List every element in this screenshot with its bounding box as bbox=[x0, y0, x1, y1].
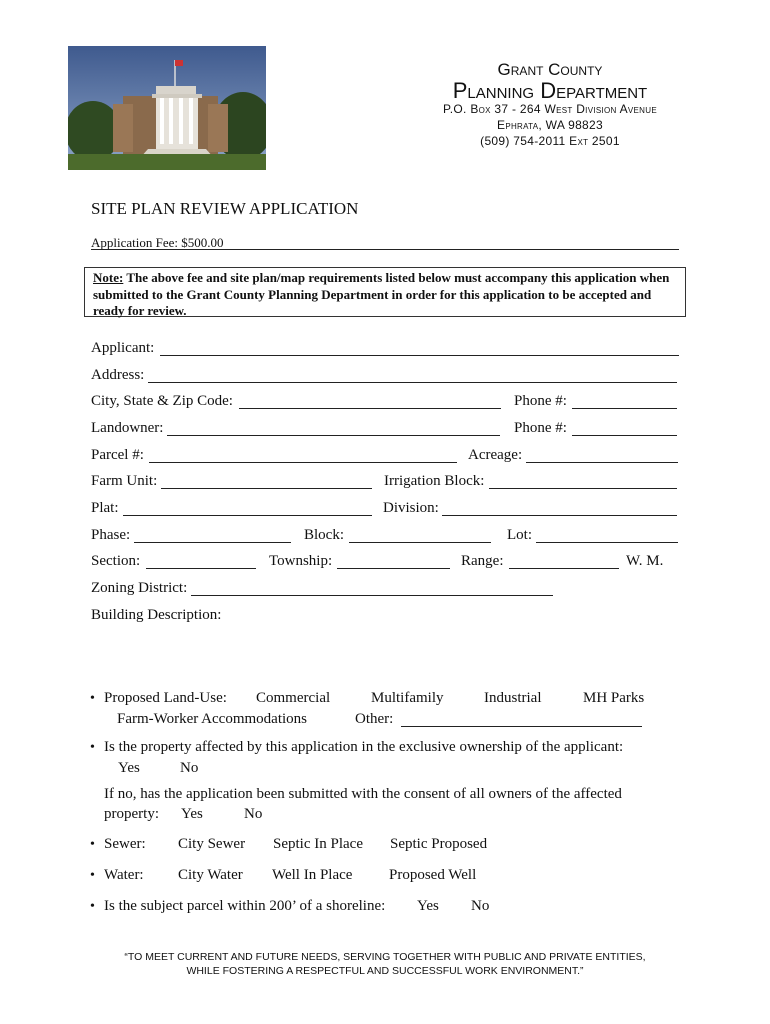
land-use-label: Proposed Land-Use: bbox=[104, 690, 227, 706]
acreage-field[interactable] bbox=[526, 462, 678, 463]
water-well-in-place[interactable]: Well In Place bbox=[272, 867, 353, 883]
consent-question-line1: If no, has the application been submitted with the consent of all owners of the affected bbox=[104, 786, 622, 802]
bullet-icon: • bbox=[90, 868, 95, 883]
consent-question-line2: property: bbox=[104, 806, 159, 822]
zoning-district-label: Zoning District: bbox=[91, 580, 188, 596]
farm-unit-field[interactable] bbox=[161, 488, 372, 489]
section-field[interactable] bbox=[146, 568, 256, 569]
farm-unit-label: Farm Unit: bbox=[91, 473, 158, 489]
block-field[interactable] bbox=[349, 542, 491, 543]
note-text: The above fee and site plan/map requirements listed below must accompany this application when submitted to the Grant County Planning Department in order for this application to be accepted and ready for review. bbox=[93, 270, 670, 318]
page-title: SITE PLAN REVIEW APPLICATION bbox=[91, 199, 359, 218]
irrigation-block-field[interactable] bbox=[489, 488, 677, 489]
land-use-farm-worker[interactable]: Farm-Worker Accommodations bbox=[117, 711, 307, 727]
application-fee: Application Fee: $500.00 bbox=[91, 235, 224, 250]
ownership-question: Is the property affected by this application in the exclusive ownership of the applicant: bbox=[104, 739, 624, 755]
township-label: Township: bbox=[269, 553, 333, 569]
shoreline-question: Is the subject parcel within 200’ of a shoreline: bbox=[104, 898, 386, 914]
land-use-industrial[interactable]: Industrial bbox=[484, 690, 542, 706]
plat-field[interactable] bbox=[123, 515, 372, 516]
bullet-icon: • bbox=[90, 837, 95, 852]
water-proposed-well[interactable]: Proposed Well bbox=[389, 867, 477, 883]
address-label: Address: bbox=[91, 367, 145, 383]
building-description-field[interactable] bbox=[91, 626, 679, 680]
sewer-septic-in-place[interactable]: Septic In Place bbox=[273, 836, 363, 852]
division-label: Division: bbox=[383, 500, 439, 516]
header-address: P.O. Box 37 - 264 West Division Avenue bbox=[443, 102, 657, 116]
phone-label-2: Phone #: bbox=[514, 420, 567, 436]
department-name: Planning Department bbox=[452, 78, 648, 103]
lot-label: Lot: bbox=[507, 527, 532, 543]
consent-no[interactable]: No bbox=[244, 806, 263, 822]
phone-field-2[interactable] bbox=[572, 435, 677, 436]
block-label: Block: bbox=[304, 527, 344, 543]
applicant-field[interactable] bbox=[160, 355, 679, 356]
land-use-other-field[interactable] bbox=[401, 726, 642, 727]
water-city-water[interactable]: City Water bbox=[178, 867, 243, 883]
note-box bbox=[84, 267, 686, 317]
township-field[interactable] bbox=[337, 568, 450, 569]
county-name: Grant County bbox=[497, 60, 603, 79]
division-field[interactable] bbox=[442, 515, 677, 516]
address-field[interactable] bbox=[148, 382, 677, 383]
ownership-no[interactable]: No bbox=[180, 760, 199, 776]
ownership-yes[interactable]: Yes bbox=[118, 760, 140, 776]
applicant-label: Applicant: bbox=[91, 340, 155, 356]
shoreline-no[interactable]: No bbox=[471, 898, 490, 914]
parcel-label: Parcel #: bbox=[91, 447, 144, 463]
sewer-city-sewer[interactable]: City Sewer bbox=[178, 836, 246, 852]
wm-label: W. M. bbox=[626, 553, 664, 569]
land-use-multifamily[interactable]: Multifamily bbox=[371, 690, 444, 706]
land-use-mh-parks[interactable]: MH Parks bbox=[583, 690, 645, 706]
sewer-label: Sewer: bbox=[104, 836, 146, 852]
zoning-district-field[interactable] bbox=[191, 595, 553, 596]
range-label: Range: bbox=[461, 553, 504, 569]
bullet-icon: • bbox=[90, 740, 95, 755]
phase-field[interactable] bbox=[134, 542, 291, 543]
bullet-icon: • bbox=[90, 691, 95, 706]
phase-label: Phase: bbox=[91, 527, 131, 543]
water-label: Water: bbox=[104, 867, 144, 883]
header-city: Ephrata, WA 98823 bbox=[497, 118, 603, 132]
section-label: Section: bbox=[91, 553, 141, 569]
phone-field-1[interactable] bbox=[572, 408, 677, 409]
range-field[interactable] bbox=[509, 568, 619, 569]
landowner-label: Landowner: bbox=[91, 420, 164, 436]
land-use-commercial[interactable]: Commercial bbox=[256, 690, 331, 706]
lot-field[interactable] bbox=[536, 542, 678, 543]
parcel-field[interactable] bbox=[149, 462, 457, 463]
bullet-icon: • bbox=[90, 899, 95, 914]
phone-label-1: Phone #: bbox=[514, 393, 567, 409]
city-state-zip-label: City, State & Zip Code: bbox=[91, 393, 233, 409]
sewer-septic-proposed[interactable]: Septic Proposed bbox=[390, 836, 488, 852]
city-state-zip-field[interactable] bbox=[239, 408, 501, 409]
consent-yes[interactable]: Yes bbox=[181, 806, 203, 822]
fee-underline bbox=[91, 249, 679, 250]
landowner-field[interactable] bbox=[167, 435, 500, 436]
building-description-label: Building Description: bbox=[91, 607, 222, 623]
header-phone: (509) 754-2011 Ext 2501 bbox=[480, 134, 620, 148]
footer-motto-line2: WHILE FOSTERING A RESPECTFUL AND SUCCESSFUL WORK ENVIRONMENT.” bbox=[186, 965, 584, 977]
acreage-label: Acreage: bbox=[468, 447, 523, 463]
footer-motto-line1: “TO MEET CURRENT AND FUTURE NEEDS, SERVING TOGETHER WITH PUBLIC AND PRIVATE ENTITIES, bbox=[124, 951, 646, 963]
land-use-other-label: Other: bbox=[355, 711, 394, 727]
courthouse-photo bbox=[68, 46, 266, 170]
shoreline-yes[interactable]: Yes bbox=[417, 898, 439, 914]
note-label: Note: bbox=[93, 270, 124, 285]
irrigation-block-label: Irrigation Block: bbox=[384, 473, 485, 489]
plat-label: Plat: bbox=[91, 500, 119, 516]
